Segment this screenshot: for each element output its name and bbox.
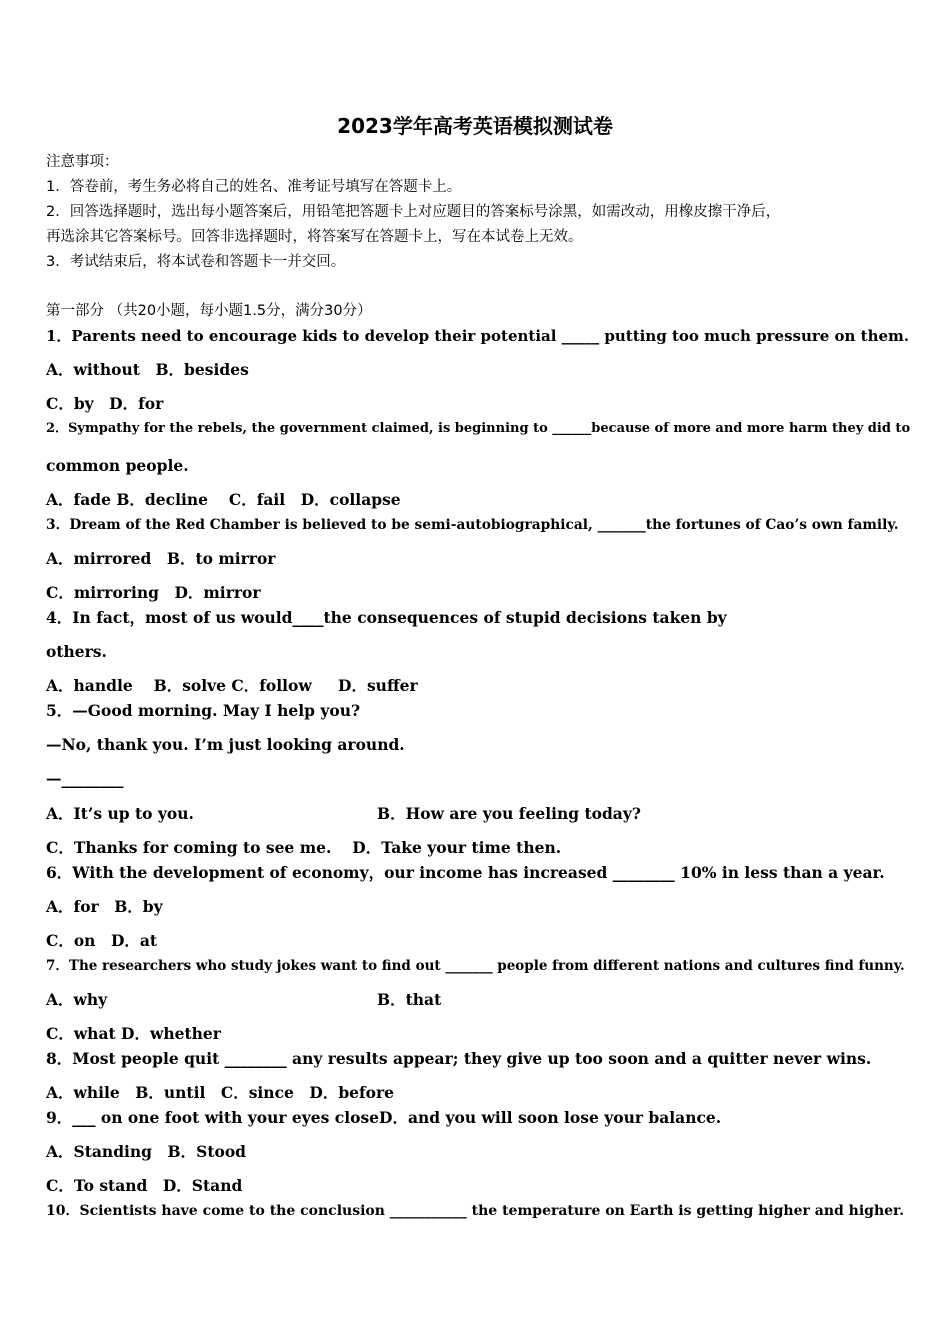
question-3-options-cd: C．mirroring D．mirror [46,583,261,602]
question-4-options: A．handle B．solve C．follow D．suffer [46,676,418,695]
section-heading: 第一部分 （共20小题，每小题1.5分，满分30分） [46,303,372,319]
question-9-options-ab: A．Standing B．Stood [46,1142,246,1161]
question-10-stem: 10．Scientists have come to the conclusion ___________ the temperature on Earth is getting higher and higher. [46,1203,904,1219]
question-7-option-a: A．why [46,990,108,1009]
question-3-options-ab: A．mirrored B．to mirror [46,549,276,568]
question-9-options-cd: C．To stand D．Stand [46,1176,243,1195]
question-7-option-b: B．that [377,990,442,1009]
question-1-options-ab: A．without B．besides [46,360,249,379]
question-6-options-cd: C．on D．at [46,931,158,950]
question-2-options: A．fade B．decline C．fail D．collapse [46,490,401,509]
question-5-option-b: B．How are you feeling today? [377,804,641,823]
question-1-stem: 1．Parents need to encourage kids to develop their potential _____ putting too much pressure on them. [46,327,910,345]
question-7-options-cd: C．what D．whether [46,1024,221,1043]
notice-item-2: 2．回答选择题时，选出每小题答案后，用铅笔把答题卡上对应题目的答案标号涂黑，如需改动，用橡皮擦干净后， [46,204,781,220]
question-2-stem: 2．Sympathy for the rebels, the government claimed, is beginning to ______because of more and more harm they did to [46,421,911,436]
question-1-options-cd: C．by D．for [46,394,164,413]
question-8-options: A．while B．until C．since D．before [46,1083,395,1102]
question-5-option-a: A．It’s up to you. [46,804,194,823]
question-9-stem: 9．___ on one foot with your eyes closeD．and you will soon lose your balance. [46,1108,722,1127]
page-title: 2023学年高考英语模拟测试卷 [337,114,613,138]
question-4-stem-cont: others. [46,642,107,661]
question-8-stem: 8．Most people quit ________ any results appear; they give up too soon and a quitter never wins. [46,1049,872,1068]
question-5-options-cd: C．Thanks for coming to see me. D．Take your time then. [46,838,562,857]
notice-item-2-cont: 再选涂其它答案标号。回答非选择题时，将答案写在答题卡上，写在本试卷上无效。 [46,229,583,245]
question-6-options-ab: A．for B．by [46,897,163,916]
question-5-dialogue-2: —No, thank you. I’m just looking around. [46,735,405,754]
notice-item-3: 3．考试结束后，将本试卷和答题卡一并交回。 [46,254,346,270]
notice-item-1: 1．答卷前，考生务必将自己的姓名、准考证号填写在答题卡上。 [46,179,462,195]
question-3-stem: 3．Dream of the Red Chamber is believed to be semi-autobiographical, _______the fortunes of Cao’s own family. [46,517,899,533]
question-4-stem: 4．In fact，most of us would____the consequences of stupid decisions taken by [46,608,727,627]
question-7-stem: 7．The researchers who study jokes want to find out _______ people from different nations and cultures find funny. [46,958,905,974]
question-6-stem: 6．With the development of economy，our income has increased ________ 10% in less than a year. [46,863,885,882]
notice-heading: 注意事项： [46,154,119,170]
question-5-stem: 5．—Good morning. May I help you? [46,701,361,720]
question-2-stem-cont: common people. [46,456,189,475]
question-5-dialogue-3: —________ [46,769,124,788]
